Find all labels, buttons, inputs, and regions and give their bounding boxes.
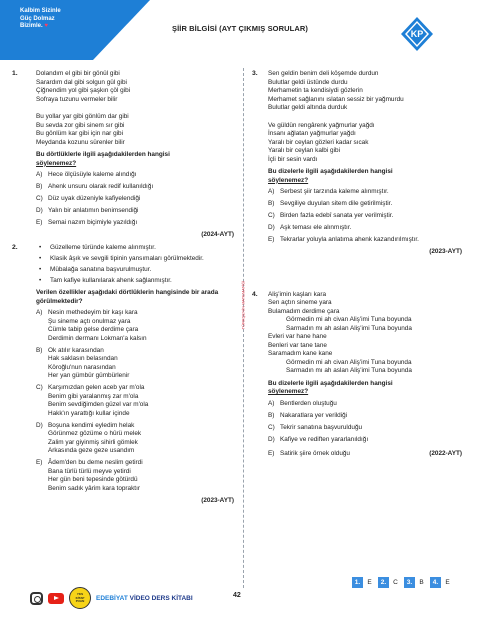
option-b[interactable]: B) Ok atılır karasından Hak saklasın belasından Köroğlu'nun narasından Her yan gümbür gümbürlenir xyxy=(36,346,130,379)
page-title: ŞİİR BİLGİSİ (AYT ÇIKMIŞ SORULAR) xyxy=(172,24,308,33)
youtube-icon[interactable] xyxy=(48,593,64,604)
option-e[interactable]: E) Âdem'den bu deme neslim getirdi Bana türlü türlü meyve yetirdi Her gün beni tepesinde götürdü Benim sadık yârim kara topraktır xyxy=(36,459,143,492)
poem-line: Bu sevda zor gibi sinem sır gibi xyxy=(36,121,125,129)
exam-year: (2023-AYT) xyxy=(429,248,462,255)
question-2 xyxy=(12,243,234,506)
question-stem: Bu dizelerle ilgili aşağıdakilerden hangisi söylenemez? xyxy=(268,379,393,395)
criteria-item: • Tam kafiye kullanılarak ahenk sağlanmıştır. xyxy=(39,276,172,284)
answer-item: 1. E xyxy=(352,577,376,588)
left-column xyxy=(12,70,234,505)
poem-line: Meydanda kozunu sürenler bilir xyxy=(36,138,125,146)
page-number: 42 xyxy=(233,592,241,599)
brand-name: EDEBİYAT VİDEO DERS KİTABI xyxy=(96,594,193,602)
option-d[interactable]: D) Aşk teması ele alınmıştır. xyxy=(268,224,352,231)
poem: Aliş'imin kaşları kara Sen açtın sineme yara Bulamadım derdime çara Görmedin mi ah civan Aliş'imi Tuna boyunda Sarmadın mı ah aslan Aliş'imi Tuna boyunda Evleri var hane hane Benleri var tane tane Saramadım kane kane Görmedin mi ah civan Aliş'imi Tuna boyunda Sarmadın mı ah aslan Aliş'imi Tuna boyunda xyxy=(268,290,412,374)
option-c[interactable]: C) Karşımızdan gelen aceb yar m'ola Benim gibi yaralanmış zar m'ola Benim sevdiğimden güzel var m'ola Hakk'ın yarattığı kullar içinde xyxy=(36,384,149,417)
poem-line: Sofraya tuzunu vermeler bilir xyxy=(36,95,118,103)
slogan-line-2: Güç Dolmaz xyxy=(20,15,55,22)
option-e[interactable]: E) Tekrarlar yoluyla anlatıma ahenk kazandırılmıştır. xyxy=(268,236,419,243)
question-1 xyxy=(12,70,234,240)
option-a[interactable]: A) Nesin methedeyim bir kaşı kara Şu sineme açtı onulmaz yara Cümle tabip gelse derdime çara Derdimin dermanı Lokman'a kalsın xyxy=(36,309,147,342)
poem-stanza xyxy=(36,113,234,147)
poem-line: Bu yollar yar gibi gönlüm dar gibi xyxy=(36,113,129,120)
poem-line: Bu gönlüm kar gibi için nar gibi xyxy=(36,130,124,137)
question-number: 3. xyxy=(252,70,258,77)
poem-stanza: Sen geldin benim deli köşemde durdun Bulutlar geldi üstünde durdu Merhametin ta kendisiydi gözlerin Merhamet sağlanını ıslatan sessiz bir yağmurdu Bulutlar geldi altında durduk xyxy=(268,70,404,111)
option-b[interactable]: B) Ahenk unsuru olarak redif kullanıldığı xyxy=(36,183,154,190)
kp-logo-icon xyxy=(400,16,434,52)
answer-key xyxy=(352,577,454,588)
slogan-line-1: Kalbim Sizinle xyxy=(20,8,61,14)
poem-line: Çiğnendim yol gibi şaşkın çöl gibi xyxy=(36,87,131,94)
logo-text: KP xyxy=(410,29,424,39)
criteria-item: • Mübalağa sanatına başvurulmuştur. xyxy=(39,265,152,273)
option-e[interactable]: E) Satirik şiire örnek olduğu xyxy=(268,449,350,457)
criteria-item: • Klasik âşık ve sevgili tipinin yansımaları görülmektedir. xyxy=(39,254,204,262)
option-c[interactable]: C) Tekrir sanatına başvurulduğu xyxy=(268,423,363,431)
sidebar-note: TÜRKÇENİN MATEMATİĞİ xyxy=(240,280,246,330)
option-b[interactable]: B) Nakaratlara yer verildiği xyxy=(268,411,348,419)
option-a[interactable]: A) Bentlerden oluştuğu xyxy=(268,399,337,407)
question-stem: Bu dizelerle ilgili aşağıdakilerden hangisi söylenemez? xyxy=(268,168,393,184)
option-b[interactable]: B) Sevgiliye duyulan sitem dile getirilmiştir. xyxy=(268,200,393,207)
option-d[interactable]: D) Kafiye ve rediften yararlanıldığı xyxy=(268,435,369,443)
option-a[interactable]: A) Serbest şiir tarzında kaleme alınmıştır. xyxy=(268,188,389,195)
answer-item: 4. E xyxy=(430,577,454,588)
exam-year: (2022-AYT) xyxy=(429,449,462,457)
option-c[interactable]: C) Birden fazla edebî sanata yer verilmiştir. xyxy=(268,212,394,219)
question-stem: Bu dörtlüklerle ilgili aşağıdakilerden hangisi söylenemez? xyxy=(36,151,170,167)
footer-social xyxy=(30,587,193,609)
heart-icon: ♥ xyxy=(44,23,48,29)
instagram-icon[interactable] xyxy=(30,592,43,605)
header-slogan xyxy=(20,8,140,31)
right-column xyxy=(252,70,462,462)
poem-stanza: Ve güldün rengârenk yağmurlar yağdı İnsanı ağlatan yağmurlar yağdı Yaralı bir ceylan gözleri kadar sıcak Yaralı bir ceylan kalbi gibi İçli bir sesin vardı xyxy=(268,121,375,163)
answer-item: 2. C xyxy=(378,577,402,588)
option-d[interactable]: D) Yalın bir anlatımın benimsendiği xyxy=(36,207,139,214)
question-number: 4. xyxy=(252,290,258,298)
answer-item: 3. B xyxy=(404,577,428,588)
poem-line: Sarardım dal gibi solgun gül gibi xyxy=(36,78,127,86)
criteria-item: • Güzelleme türünde kaleme alınmıştır. xyxy=(39,243,156,251)
question-number: 2. xyxy=(12,243,18,251)
exam-year: (2024-AYT) xyxy=(201,231,234,238)
question-4 xyxy=(252,290,462,462)
question-stem: Verilen özellikler aşağıdaki dörtlüklerin hangisinde bir arada görülmektedir? xyxy=(36,289,219,305)
poem-stanza xyxy=(36,70,234,104)
option-a[interactable]: A) Hece ölçüsüyle kaleme alındığı xyxy=(36,171,137,178)
exam-year: (2023-AYT) xyxy=(201,496,234,504)
option-e[interactable]: E) Semai nazım biçimiyle yazıldığı xyxy=(36,219,138,226)
slogan-line-3: Bizimle. xyxy=(20,23,43,29)
poem-line: Dolandım el gibi bir gönül gibi xyxy=(36,70,120,77)
option-d[interactable]: D) Boşuna kendimi eyledim helak Görünmez gözüme o hûrü melek Zalim yar giyinmiş sihirli gömlek Arkasında geze geze usandım xyxy=(36,421,142,454)
yks-badge-icon: YKS KİTAP PUAN xyxy=(69,587,91,609)
question-3 xyxy=(252,70,462,257)
question-number: 1. xyxy=(12,70,18,77)
option-c[interactable]: C) Düz uyak düzeniyle kafiyelendiği xyxy=(36,195,141,202)
